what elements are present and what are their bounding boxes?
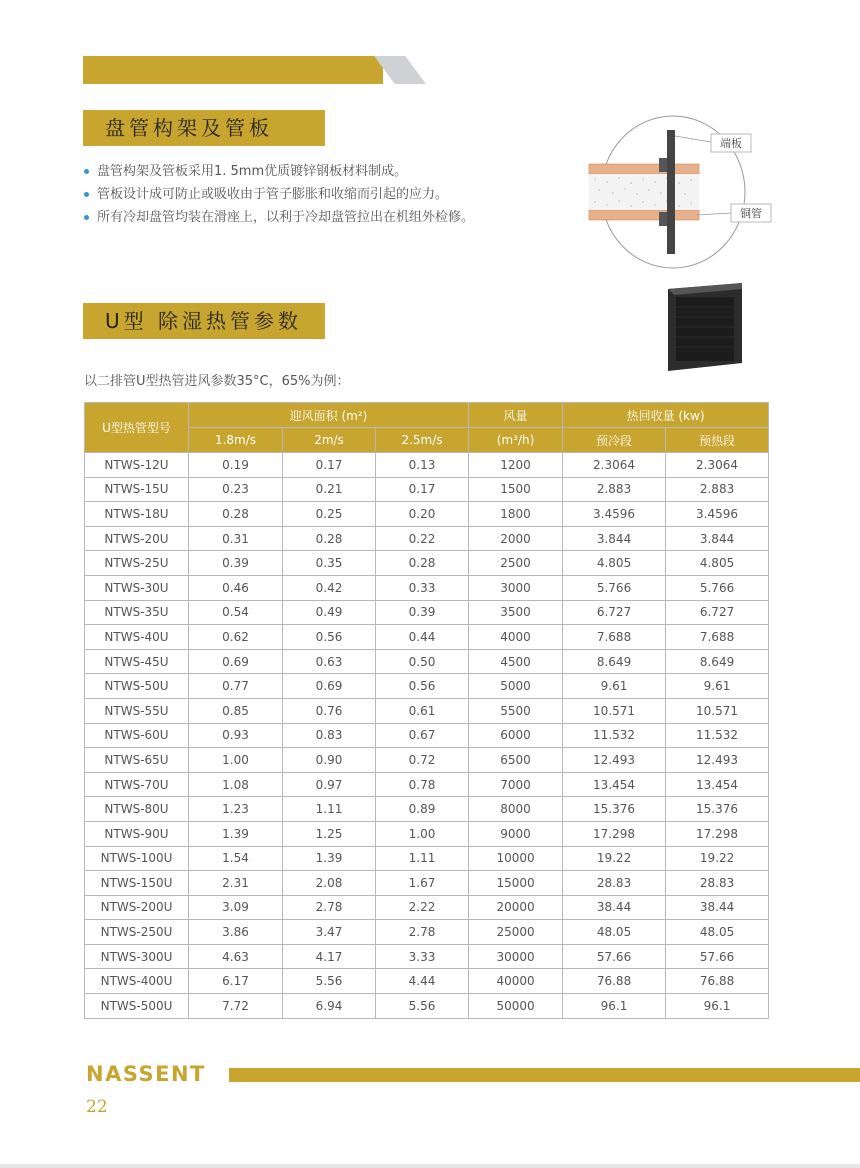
- table-cell: 5.766: [666, 575, 769, 600]
- table-cell: 8.649: [563, 649, 666, 674]
- table-cell: 1.00: [376, 821, 469, 846]
- table-row: [85, 477, 769, 502]
- table-cell: 4000: [469, 625, 563, 650]
- table-cell: 0.46: [189, 575, 283, 600]
- header-face-area: 迎风面积 (m²): [189, 403, 469, 428]
- table-cell: 4500: [469, 649, 563, 674]
- table-cell: 4.63: [189, 944, 283, 969]
- header-velocity: 1.8m/s: [189, 428, 283, 453]
- table-cell: 1.25: [283, 821, 376, 846]
- table-cell: 0.50: [376, 649, 469, 674]
- table-cell: 7.688: [563, 625, 666, 650]
- cell-model: NTWS-40U: [85, 625, 189, 650]
- table-row: [85, 969, 769, 994]
- table-cell: 0.61: [376, 698, 469, 723]
- table-cell: 4.805: [563, 551, 666, 576]
- tube-plate-diagram: [585, 112, 775, 272]
- table-row: [85, 453, 769, 478]
- table-cell: 6.94: [283, 994, 376, 1019]
- table-row: [85, 895, 769, 920]
- table-cell: 5000: [469, 674, 563, 699]
- table-cell: 30000: [469, 944, 563, 969]
- table-cell: 10000: [469, 846, 563, 871]
- table-cell: 48.05: [666, 920, 769, 945]
- cell-model: NTWS-90U: [85, 821, 189, 846]
- table-row: [85, 649, 769, 674]
- table-cell: 5500: [469, 698, 563, 723]
- table-cell: 4.44: [376, 969, 469, 994]
- table-row: [85, 994, 769, 1019]
- cell-model: NTWS-20U: [85, 526, 189, 551]
- heat-pipe-spec-table: [84, 402, 769, 1019]
- cell-model: NTWS-400U: [85, 969, 189, 994]
- table-row: [85, 797, 769, 822]
- table-cell: 0.89: [376, 797, 469, 822]
- table-cell: 6.727: [666, 600, 769, 625]
- section-title-coil-frame: 盘管构架及管板: [83, 110, 325, 146]
- table-cell: 6500: [469, 748, 563, 773]
- table-cell: 1.39: [283, 846, 376, 871]
- table-row: [85, 600, 769, 625]
- table-cell: 1500: [469, 477, 563, 502]
- table-cell: 28.83: [666, 871, 769, 896]
- bullet-item: 所有冷却盘管均装在滑座上，以利于冷却盘管拉出在机组外检修。: [84, 206, 474, 229]
- table-cell: 3.47: [283, 920, 376, 945]
- table-row: [85, 551, 769, 576]
- table-cell: 0.20: [376, 502, 469, 527]
- table-cell: 19.22: [563, 846, 666, 871]
- table-cell: 0.93: [189, 723, 283, 748]
- footer-accent-band: [229, 1068, 860, 1082]
- table-cell: 5.766: [563, 575, 666, 600]
- table-cell: 15000: [469, 871, 563, 896]
- table-cell: 0.54: [189, 600, 283, 625]
- page-number: 22: [86, 1097, 108, 1117]
- table-cell: 8000: [469, 797, 563, 822]
- section-title-u-heat-pipe: U型 除湿热管参数: [83, 303, 325, 339]
- table-cell: 1.39: [189, 821, 283, 846]
- cell-model: NTWS-55U: [85, 698, 189, 723]
- table-cell: 0.39: [189, 551, 283, 576]
- table-cell: 2.78: [283, 895, 376, 920]
- table-cell: 0.83: [283, 723, 376, 748]
- top-accent-band: [83, 56, 383, 84]
- table-cell: 0.77: [189, 674, 283, 699]
- table-row: [85, 821, 769, 846]
- table-row: [85, 748, 769, 773]
- table-cell: 0.67: [376, 723, 469, 748]
- table-cell: 5.56: [283, 969, 376, 994]
- table-body: [85, 453, 769, 1019]
- table-cell: 1.67: [376, 871, 469, 896]
- table-cell: 0.13: [376, 453, 469, 478]
- table-cell: 10.571: [563, 698, 666, 723]
- bullet-dot-icon: [84, 169, 89, 174]
- cell-model: NTWS-250U: [85, 920, 189, 945]
- table-cell: 96.1: [666, 994, 769, 1019]
- table-cell: 1.11: [283, 797, 376, 822]
- table-cell: 0.28: [283, 526, 376, 551]
- table-cell: 3500: [469, 600, 563, 625]
- table-cell: 6.727: [563, 600, 666, 625]
- cell-model: NTWS-100U: [85, 846, 189, 871]
- table-cell: 2500: [469, 551, 563, 576]
- table-cell: 9000: [469, 821, 563, 846]
- table-cell: 15.376: [563, 797, 666, 822]
- table-cell: 0.63: [283, 649, 376, 674]
- table-row: [85, 944, 769, 969]
- cell-model: NTWS-80U: [85, 797, 189, 822]
- cell-model: NTWS-18U: [85, 502, 189, 527]
- cell-model: NTWS-25U: [85, 551, 189, 576]
- table-cell: 11.532: [563, 723, 666, 748]
- table-row: [85, 846, 769, 871]
- bullet-dot-icon: [84, 192, 89, 197]
- table-cell: 1.08: [189, 772, 283, 797]
- table-cell: 13.454: [666, 772, 769, 797]
- table-cell: 6.17: [189, 969, 283, 994]
- table-cell: 0.23: [189, 477, 283, 502]
- table-cell: 7.688: [666, 625, 769, 650]
- bottom-divider: [0, 1164, 860, 1168]
- table-cell: 0.72: [376, 748, 469, 773]
- table-cell: 13.454: [563, 772, 666, 797]
- table-cell: 8.649: [666, 649, 769, 674]
- table-cell: 2.31: [189, 871, 283, 896]
- table-cell: 0.21: [283, 477, 376, 502]
- table-cell: 0.85: [189, 698, 283, 723]
- table-intro-text: 以二排管U型热管进风参数35°C，65%为例：: [84, 374, 350, 389]
- table-cell: 0.39: [376, 600, 469, 625]
- table-cell: 0.22: [376, 526, 469, 551]
- table-cell: 1.23: [189, 797, 283, 822]
- cell-model: NTWS-15U: [85, 477, 189, 502]
- header-velocity: 2.5m/s: [376, 428, 469, 453]
- header-airflow: 风量: [469, 403, 563, 428]
- table-cell: 0.62: [189, 625, 283, 650]
- cell-model: NTWS-500U: [85, 994, 189, 1019]
- table-cell: 0.25: [283, 502, 376, 527]
- table-cell: 1.54: [189, 846, 283, 871]
- table-cell: 9.61: [563, 674, 666, 699]
- table-cell: 3.4596: [563, 502, 666, 527]
- table-cell: 38.44: [563, 895, 666, 920]
- header-precool: 预冷段: [563, 428, 666, 453]
- label-end-plate: 端板: [720, 137, 742, 150]
- table-cell: 3.4596: [666, 502, 769, 527]
- table-cell: 0.76: [283, 698, 376, 723]
- table-cell: 11.532: [666, 723, 769, 748]
- table-row: [85, 575, 769, 600]
- header-model: U型热管型号: [85, 403, 189, 453]
- table-cell: 3.86: [189, 920, 283, 945]
- heat-pipe-product-image: [664, 283, 746, 371]
- table-row: [85, 772, 769, 797]
- table-cell: 0.35: [283, 551, 376, 576]
- cell-model: NTWS-65U: [85, 748, 189, 773]
- table-cell: 2.78: [376, 920, 469, 945]
- table-cell: 0.33: [376, 575, 469, 600]
- cell-model: NTWS-35U: [85, 600, 189, 625]
- table-cell: 0.49: [283, 600, 376, 625]
- table-cell: 1.00: [189, 748, 283, 773]
- header-airflow-unit: (m³/h): [469, 428, 563, 453]
- table-cell: 9.61: [666, 674, 769, 699]
- table-cell: 38.44: [666, 895, 769, 920]
- cell-model: NTWS-150U: [85, 871, 189, 896]
- table-cell: 3.844: [666, 526, 769, 551]
- cell-model: NTWS-60U: [85, 723, 189, 748]
- table-cell: 57.66: [563, 944, 666, 969]
- table-cell: 0.69: [283, 674, 376, 699]
- cell-model: NTWS-50U: [85, 674, 189, 699]
- table-cell: 57.66: [666, 944, 769, 969]
- table-cell: 19.22: [666, 846, 769, 871]
- table-cell: 0.78: [376, 772, 469, 797]
- table-cell: 3.09: [189, 895, 283, 920]
- table-cell: 1800: [469, 502, 563, 527]
- table-cell: 2.883: [666, 477, 769, 502]
- table-cell: 0.28: [189, 502, 283, 527]
- cell-model: NTWS-70U: [85, 772, 189, 797]
- brand-logo: NASSENT: [86, 1062, 206, 1086]
- table-cell: 96.1: [563, 994, 666, 1019]
- table-cell: 0.28: [376, 551, 469, 576]
- cell-model: NTWS-300U: [85, 944, 189, 969]
- table-cell: 2.883: [563, 477, 666, 502]
- table-cell: 0.31: [189, 526, 283, 551]
- table-cell: 17.298: [666, 821, 769, 846]
- table-row: [85, 920, 769, 945]
- table-cell: 4.805: [666, 551, 769, 576]
- table-cell: 50000: [469, 994, 563, 1019]
- header-preheat: 预热段: [666, 428, 769, 453]
- table-row: [85, 625, 769, 650]
- table-cell: 2.22: [376, 895, 469, 920]
- table-cell: 0.69: [189, 649, 283, 674]
- table-cell: 3.844: [563, 526, 666, 551]
- bullet-item: 盘管构架及管板采用1. 5mm优质镀锌钢板材料制成。: [84, 160, 474, 183]
- table-row: [85, 698, 769, 723]
- table-cell: 2.08: [283, 871, 376, 896]
- cell-model: NTWS-12U: [85, 453, 189, 478]
- table-cell: 3000: [469, 575, 563, 600]
- table-cell: 0.17: [376, 477, 469, 502]
- table-cell: 4.17: [283, 944, 376, 969]
- table-row: [85, 674, 769, 699]
- table-cell: 0.17: [283, 453, 376, 478]
- table-cell: 15.376: [666, 797, 769, 822]
- table-cell: 0.19: [189, 453, 283, 478]
- table-row: [85, 723, 769, 748]
- cell-model: NTWS-45U: [85, 649, 189, 674]
- table-cell: 5.56: [376, 994, 469, 1019]
- table-cell: 17.298: [563, 821, 666, 846]
- table-cell: 12.493: [666, 748, 769, 773]
- table-cell: 7000: [469, 772, 563, 797]
- table-cell: 76.88: [666, 969, 769, 994]
- table-cell: 0.97: [283, 772, 376, 797]
- bullet-dot-icon: [84, 215, 89, 220]
- table-row: [85, 871, 769, 896]
- bullet-list: [84, 160, 474, 229]
- table-cell: 2000: [469, 526, 563, 551]
- cell-model: NTWS-200U: [85, 895, 189, 920]
- table-cell: 0.56: [376, 674, 469, 699]
- label-copper-tube: 铜管: [740, 207, 762, 220]
- table-cell: 3.33: [376, 944, 469, 969]
- table-cell: 1.11: [376, 846, 469, 871]
- bullet-item: 管板设计成可防止或吸收由于管子膨胀和收缩而引起的应力。: [84, 183, 474, 206]
- header-velocity: 2m/s: [283, 428, 376, 453]
- table-cell: 7.72: [189, 994, 283, 1019]
- table-cell: 2.3064: [563, 453, 666, 478]
- table-cell: 76.88: [563, 969, 666, 994]
- table-header-row: [85, 403, 769, 428]
- table-cell: 40000: [469, 969, 563, 994]
- table-row: [85, 502, 769, 527]
- table-cell: 10.571: [666, 698, 769, 723]
- table-cell: 20000: [469, 895, 563, 920]
- table-cell: 0.44: [376, 625, 469, 650]
- table-cell: 25000: [469, 920, 563, 945]
- table-cell: 0.56: [283, 625, 376, 650]
- table-cell: 12.493: [563, 748, 666, 773]
- header-heat-recovery: 热回收量 (kw): [563, 403, 769, 428]
- table-cell: 48.05: [563, 920, 666, 945]
- table-cell: 0.90: [283, 748, 376, 773]
- table-cell: 28.83: [563, 871, 666, 896]
- table-cell: 1200: [469, 453, 563, 478]
- table-row: [85, 526, 769, 551]
- cell-model: NTWS-30U: [85, 575, 189, 600]
- table-cell: 0.42: [283, 575, 376, 600]
- table-cell: 2.3064: [666, 453, 769, 478]
- table-cell: 6000: [469, 723, 563, 748]
